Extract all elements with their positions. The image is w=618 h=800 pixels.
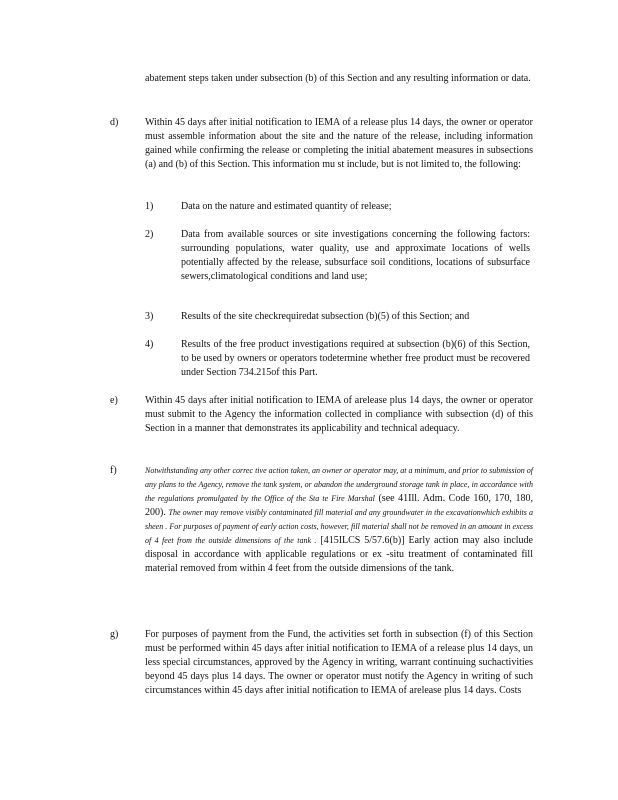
item-4-number: 4) — [145, 339, 154, 350]
item-2-number: 2) — [145, 229, 154, 240]
section-e-paragraph: Within 45 days after initial notification to IEMA of arelease plus 14 days, the owner or operator must submit to the Agency the information collected in compliance with subsection (d) of this Section in a manner that demonstrates its applicability and technical adequacy. — [145, 395, 533, 434]
section-g-paragraph: For purposes of payment from the Fund, the activities set forth in subsection (f) of this Section must be performed within 45 days after initial notification to IEMA of a release plus 14 days, un less special circumstances, approved by the Agency in writing, warrant continuing suchactivities beyond 45 days plus 14 days. The owner or operator must notify the Agency in writing of such circumstances within 45 days after initial notification to IEMA of arelease plus 14 days. Costs — [145, 629, 533, 696]
item-1-number: 1) — [145, 201, 154, 212]
section-d-paragraph: Within 45 days after initial notification to IEMA of a release plus 14 days, the owner or operator must assemble information about the site and the nature of the release, including information gained while confirming the release or completing the initial abatement measures in subsections (a) and (b) of this Section. This information mu st include, but is not limited to, the following: — [145, 117, 533, 170]
section-f-plain-text: [415ILCS 5/57.6(b)] Early action may also include disposal in accordance with applicable regulations or ex -situ treatment of contaminated fill material removed from within 4 feet from the outside dimensions of the tank. — [145, 535, 533, 574]
section-f-marker: f) — [110, 465, 117, 476]
section-e-marker: e) — [110, 395, 118, 406]
intro-continuation-paragraph: abatement steps taken under subsection (b) of this Section and any resulting information or data. — [145, 73, 531, 84]
item-4-text: Results of the free product investigations required at subsection (b)(6) of this Section, to be used by owners or operators todetermine whether free product must be recovered under Section 734.215of this Part. — [181, 339, 530, 378]
item-1-text: Data on the nature and estimated quantity of release; — [181, 201, 392, 212]
item-2-text: Data from available sources or site investigations concerning the following factors: surrounding populations, water quality, use and approximate locations of wells potentially affected by the release, subsurface soil conditions, locations of subsurface sewers,climatological conditions and land use; — [181, 229, 530, 282]
section-g-marker: g) — [110, 629, 119, 640]
section-f-citation: (see 41Ill. Adm. Code 160, 170, 180, 200). — [145, 493, 534, 518]
section-f-italic-statute-2: The owner may remove visibly contaminated fill material and any groundwater in the excavationwhich exhibits a sheen . For purposes of payment of early action costs, however, fill material shall not be removed in an amount in excess of 4 feet from the outside dimensions of the tank . — [145, 508, 534, 545]
item-3-number: 3) — [145, 311, 154, 322]
section-d-marker: d) — [110, 117, 119, 128]
item-3-text: Results of the site checkrequiredat subsection (b)(5) of this Section; and — [181, 311, 470, 322]
section-f-italic-statute-1: Notwithstanding any other correc tive action taken, an owner or operator may, at a minimum, and prior to submission of any plans to the Agency, remove the tank system, or abandon the underground storage tank in place, in accordance with the regulations promulgated by the Office of the Sta te Fire Marshal — [145, 466, 533, 503]
section-f-paragraph — [145, 464, 533, 576]
